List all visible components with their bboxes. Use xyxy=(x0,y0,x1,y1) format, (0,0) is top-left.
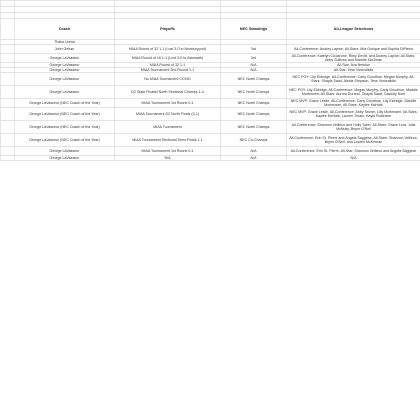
row-gutter-cell[interactable] xyxy=(1,99,15,108)
nec-cell[interactable]: N/A xyxy=(221,68,287,73)
row-gutter-cell[interactable] xyxy=(1,54,15,63)
header-all-league-cell[interactable]: All-League Selections xyxy=(287,19,420,40)
nec-cell[interactable]: N/A xyxy=(221,147,287,156)
table-row xyxy=(1,147,420,156)
nec-cell[interactable]: NEC Co-Champs xyxy=(221,134,287,147)
table-row xyxy=(1,45,420,54)
playoffs-cell[interactable]: MIAA Tournament 1st Round 0-1 xyxy=(115,147,221,156)
coach-cell[interactable]: Thalia Urena xyxy=(15,40,115,45)
table-row xyxy=(1,121,420,134)
table-row xyxy=(1,156,420,161)
nec-cell[interactable]: 3rd xyxy=(221,54,287,63)
all-league-cell[interactable]: NEC MVP: Grace Leslie, All-Conference: Abby Stoner, Lilly Mortensen; All-Stars: Kaylee McHale, Lauren Tirrani, Kayla Robinson xyxy=(287,108,420,121)
all-league-cell[interactable]: All-Conference: Shannon Veilleux and Holly Tobin, All-Stars: Grace Lora, Julia McNulty, Brynn O'Neil xyxy=(287,121,420,134)
coach-cell[interactable]: George LaVasseur (NEC Coach of the Year) xyxy=(15,134,115,147)
standings-table xyxy=(0,0,420,161)
table-row xyxy=(1,134,420,147)
playoffs-cell[interactable]: MIAA Tournament 2nd Round 1-1 xyxy=(115,68,221,73)
row-gutter-cell[interactable] xyxy=(1,147,15,156)
nec-cell[interactable]: N/A xyxy=(221,156,287,161)
table-row xyxy=(1,86,420,99)
coach-cell[interactable]: George LaVasseur xyxy=(15,54,115,63)
all-league-cell[interactable]: NEC POY: Lily Eldridge, All-Conference: Megan Murphy, Carly Goodhue, Maddie Mortensen; All-Stars: Aurora Durand, Shayla Saad, Cassidy Noel xyxy=(287,86,420,99)
spreadsheet-grid xyxy=(0,0,420,161)
row-gutter-cell[interactable] xyxy=(1,45,15,54)
all-league-cell[interactable]: N/A xyxy=(287,156,420,161)
coach-cell[interactable]: George LaVasseur xyxy=(15,156,115,161)
coach-cell[interactable]: John Gehan xyxy=(15,45,115,54)
nec-cell[interactable]: 3rd xyxy=(221,45,287,54)
nec-cell[interactable]: NEC North Champs xyxy=(221,73,287,86)
playoffs-cell[interactable]: N/A xyxy=(115,156,221,161)
table-row xyxy=(1,99,420,108)
header-coach-cell[interactable]: Coach xyxy=(15,19,115,40)
nec-cell[interactable]: NEC North Champs xyxy=(221,121,287,134)
all-league-cell[interactable]: All-Star: Tess Vontzalidis xyxy=(287,68,420,73)
all-league-cell[interactable]: All-Conference: Erin St. Pierre, All-Star: Shannon Veilleux and Angela Saggese xyxy=(287,147,420,156)
all-league-cell[interactable]: All-Star: Ava Newton xyxy=(287,63,420,68)
nec-cell[interactable]: N/A xyxy=(221,63,287,68)
table-row xyxy=(1,54,420,63)
header-playoffs-cell[interactable]: Playoffs xyxy=(115,19,221,40)
all-league-cell[interactable]: All-Conference: Erin St. Pierre and Angela Saggese, All-Stars: Shannon Veilleux, Brynn O'Neil, and Lauren McKernan xyxy=(287,134,420,147)
nec-cell[interactable]: NEC North Champs xyxy=(221,86,287,99)
coach-cell[interactable]: George LaVasseur xyxy=(15,68,115,73)
header-nec-cell[interactable]: NEC Standings xyxy=(221,19,287,40)
coach-cell[interactable]: George LaVasseur xyxy=(15,63,115,68)
coach-cell[interactable]: George LaVasseur xyxy=(15,147,115,156)
row-gutter-cell[interactable] xyxy=(1,86,15,99)
playoffs-cell[interactable]: MIAA Round of 32 1-1 xyxy=(115,63,221,68)
playoffs-cell[interactable]: No MIAA Tournament COVID xyxy=(115,73,221,86)
row-gutter-cell[interactable] xyxy=(1,108,15,121)
all-league-cell[interactable]: NEC POY: Lily Eldridge, All-Conference: Carly Goodhue, Megan Murphy, All-Stars: Shayla Saad, Alexia Simpson, Tess Vontzalidis xyxy=(287,73,420,86)
table-row xyxy=(1,108,420,121)
header-row xyxy=(1,19,420,40)
coach-cell[interactable]: George LaVasseur (NEC Coach of the Year) xyxy=(15,121,115,134)
playoffs-cell[interactable]: D2 State Finalist North Sectional Champs 1-4 xyxy=(115,86,221,99)
playoffs-cell[interactable]: MIAA Round of 16 1-1 (Lost 3-0 to Ashwarth) xyxy=(115,54,221,63)
playoffs-cell[interactable]: MIAA Tournament 1st Round 0-1 xyxy=(115,99,221,108)
all-league-cell[interactable]: All-Conference: Audrey Lapine, All-Stars: Mia Gorique and Sophia DiPietro xyxy=(287,45,420,54)
all-league-cell[interactable]: NEC MVP: Grace Leslie, All-Conference: Carly Goodhue, Lily Eldridge, Maddie Mortensen, All-Stars: Kaylee McHale xyxy=(287,99,420,108)
row-gutter-cell[interactable] xyxy=(1,121,15,134)
nec-cell[interactable]: NEC North Champs xyxy=(221,108,287,121)
playoffs-cell[interactable]: MIAA Round of 32 1-1 (Lost 3-0 to Newburyport) xyxy=(115,45,221,54)
row-gutter-cell[interactable] xyxy=(1,156,15,161)
row-gutter-cell[interactable] xyxy=(1,19,15,40)
coach-cell[interactable]: George LaVasseur (NEC Coach of the Year) xyxy=(15,108,115,121)
playoffs-cell[interactable]: MIAA Tournament D2 North Finals (3-1) xyxy=(115,108,221,121)
row-gutter-cell[interactable] xyxy=(1,73,15,86)
playoffs-cell[interactable]: MIAA Tournament Sectional Semi-Finals 1-1 xyxy=(115,134,221,147)
coach-cell[interactable]: George LaVasseur xyxy=(15,73,115,86)
table-row xyxy=(1,73,420,86)
nec-cell[interactable]: NEC North Champs xyxy=(221,99,287,108)
all-league-cell[interactable]: All-Conference: Katelyn Ciccarone, Riley Devitt, and Audrey Lapine; All-Stars: Abby Sullivan and Maddie McGlean xyxy=(287,54,420,63)
playoffs-cell[interactable]: MIAA Tournament xyxy=(115,121,221,134)
coach-cell[interactable]: George LaVasseur (NEC Coach of the Year) xyxy=(15,99,115,108)
row-gutter-cell[interactable] xyxy=(1,134,15,147)
coach-cell[interactable]: George LaVasseur xyxy=(15,86,115,99)
